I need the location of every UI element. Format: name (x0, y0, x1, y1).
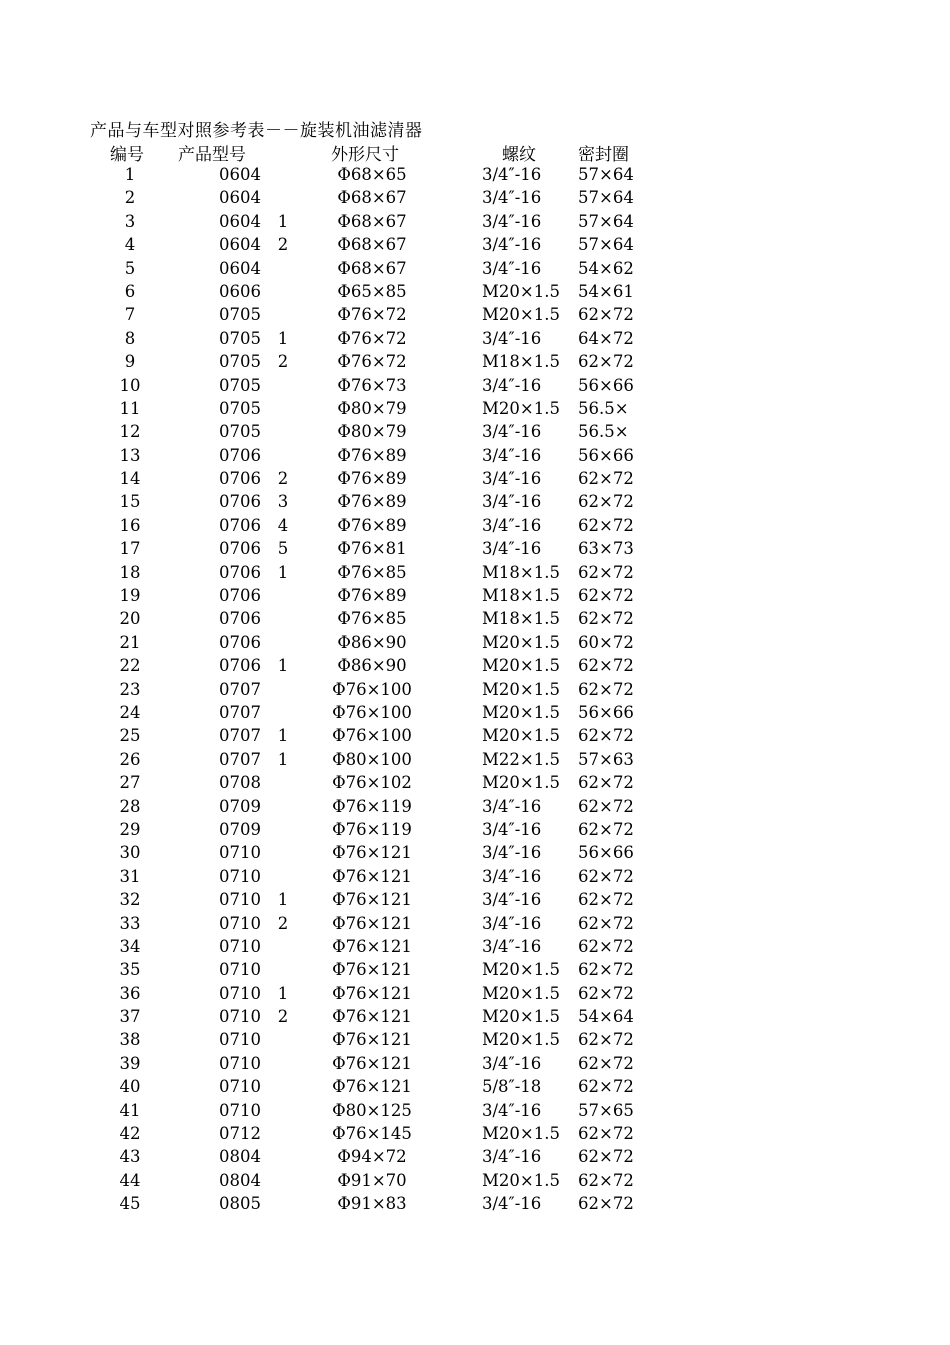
thread-spec: M20×1.5 (482, 305, 560, 325)
thread-spec: 3/4″-16 (482, 843, 542, 863)
table-row (0, 1076, 950, 1099)
row-number: 10 (119, 375, 141, 395)
product-model: 0706 (219, 445, 261, 465)
table-row (0, 445, 950, 468)
seal-ring: 62×72 (578, 515, 634, 535)
table-row (0, 655, 950, 678)
table-row (0, 375, 950, 398)
outer-dimensions: Φ76×121 (332, 843, 412, 863)
seal-ring: 62×72 (578, 773, 634, 793)
seal-ring: 57×65 (578, 1100, 634, 1120)
page-title: 产品与车型对照参考表－－旋装机油滤清器 (90, 121, 423, 141)
table-row (0, 679, 950, 702)
model-suffix: 4 (277, 515, 289, 535)
header-seal: 密封圈 (578, 145, 629, 165)
row-number: 29 (119, 819, 141, 839)
thread-spec: M20×1.5 (482, 656, 560, 676)
outer-dimensions: Φ76×72 (337, 352, 407, 372)
row-number: 35 (119, 960, 141, 980)
product-model: 0604 (219, 188, 261, 208)
product-model: 0706 (219, 586, 261, 606)
row-number: 24 (119, 702, 141, 722)
thread-spec: 3/4″-16 (482, 492, 542, 512)
thread-spec: M18×1.5 (482, 586, 560, 606)
row-number: 36 (119, 983, 141, 1003)
product-model: 0705 (219, 352, 261, 372)
product-model: 0706 (219, 539, 261, 559)
seal-ring: 54×64 (578, 1007, 634, 1027)
product-model: 0804 (219, 1170, 261, 1190)
thread-spec: M20×1.5 (482, 983, 560, 1003)
outer-dimensions: Φ76×121 (332, 960, 412, 980)
seal-ring: 56×66 (578, 375, 634, 395)
seal-ring: 62×72 (578, 1077, 634, 1097)
model-suffix: 1 (277, 983, 289, 1003)
row-number: 8 (124, 328, 136, 348)
product-model: 0706 (219, 656, 261, 676)
seal-ring: 56×66 (578, 843, 634, 863)
model-suffix: 1 (277, 890, 289, 910)
table-row (0, 1100, 950, 1123)
table-row (0, 702, 950, 725)
outer-dimensions: Φ76×72 (337, 328, 407, 348)
thread-spec: 3/4″-16 (482, 1194, 542, 1214)
seal-ring: 62×72 (578, 819, 634, 839)
product-model: 0710 (219, 1007, 261, 1027)
product-model: 0604 (219, 211, 261, 231)
outer-dimensions: Φ76×121 (332, 1053, 412, 1073)
outer-dimensions: Φ68×67 (337, 235, 407, 255)
seal-ring: 62×72 (578, 679, 634, 699)
row-number: 31 (119, 866, 141, 886)
seal-ring: 56.5× (578, 422, 629, 442)
thread-spec: 3/4″-16 (482, 375, 542, 395)
thread-spec: 3/4″-16 (482, 1100, 542, 1120)
product-model: 0705 (219, 398, 261, 418)
seal-ring: 62×72 (578, 656, 634, 676)
seal-ring: 57×64 (578, 211, 634, 231)
product-model: 0710 (219, 1100, 261, 1120)
outer-dimensions: Φ76×73 (337, 375, 407, 395)
table-row (0, 1053, 950, 1076)
outer-dimensions: Φ76×100 (332, 679, 412, 699)
model-suffix: 1 (277, 562, 289, 582)
header-model: 产品型号 (178, 145, 246, 165)
outer-dimensions: Φ76×121 (332, 890, 412, 910)
outer-dimensions: Φ80×79 (337, 398, 407, 418)
outer-dimensions: Φ76×121 (332, 936, 412, 956)
row-number: 5 (124, 258, 136, 278)
thread-spec: 3/4″-16 (482, 936, 542, 956)
outer-dimensions: Φ76×119 (332, 796, 412, 816)
outer-dimensions: Φ76×102 (332, 773, 412, 793)
seal-ring: 62×72 (578, 726, 634, 746)
thread-spec: 3/4″-16 (482, 1053, 542, 1073)
outer-dimensions: Φ76×85 (337, 562, 407, 582)
table-row (0, 866, 950, 889)
product-model: 0705 (219, 375, 261, 395)
model-suffix: 1 (277, 328, 289, 348)
row-number: 18 (119, 562, 141, 582)
thread-spec: 3/4″-16 (482, 1147, 542, 1167)
row-number: 28 (119, 796, 141, 816)
row-number: 20 (119, 609, 141, 629)
seal-ring: 62×72 (578, 936, 634, 956)
outer-dimensions: Φ68×67 (337, 258, 407, 278)
outer-dimensions: Φ76×89 (337, 586, 407, 606)
product-model: 0707 (219, 726, 261, 746)
thread-spec: M20×1.5 (482, 726, 560, 746)
outer-dimensions: Φ76×89 (337, 492, 407, 512)
thread-spec: 3/4″-16 (482, 890, 542, 910)
seal-ring: 62×72 (578, 492, 634, 512)
outer-dimensions: Φ80×100 (332, 749, 412, 769)
outer-dimensions: Φ76×119 (332, 819, 412, 839)
table-row (0, 608, 950, 631)
thread-spec: M20×1.5 (482, 773, 560, 793)
seal-ring: 62×72 (578, 1053, 634, 1073)
outer-dimensions: Φ76×89 (337, 469, 407, 489)
table-row (0, 725, 950, 748)
product-model: 0710 (219, 960, 261, 980)
row-number: 30 (119, 843, 141, 863)
thread-spec: M20×1.5 (482, 1170, 560, 1190)
seal-ring: 62×72 (578, 609, 634, 629)
model-suffix: 2 (277, 1007, 289, 1027)
table-row (0, 1193, 950, 1216)
table-row (0, 421, 950, 444)
row-number: 2 (124, 188, 136, 208)
model-suffix: 5 (277, 539, 289, 559)
product-model: 0604 (219, 235, 261, 255)
table-row (0, 1029, 950, 1052)
row-number: 25 (119, 726, 141, 746)
table-row (0, 585, 950, 608)
product-model: 0705 (219, 328, 261, 348)
product-model: 0707 (219, 749, 261, 769)
model-suffix: 2 (277, 235, 289, 255)
seal-ring: 57×63 (578, 749, 634, 769)
seal-ring: 54×62 (578, 258, 634, 278)
seal-ring: 57×64 (578, 165, 634, 184)
product-model: 0708 (219, 773, 261, 793)
row-number: 21 (119, 632, 141, 652)
outer-dimensions: Φ91×83 (337, 1194, 407, 1214)
row-number: 3 (124, 211, 136, 231)
seal-ring: 62×72 (578, 796, 634, 816)
outer-dimensions: Φ68×67 (337, 188, 407, 208)
outer-dimensions: Φ80×79 (337, 422, 407, 442)
thread-spec: 3/4″-16 (482, 211, 542, 231)
header-dimensions: 外形尺寸 (331, 145, 399, 165)
seal-ring: 62×72 (578, 469, 634, 489)
table-row (0, 1170, 950, 1193)
thread-spec: M22×1.5 (482, 749, 560, 769)
product-model: 0804 (219, 1147, 261, 1167)
product-model: 0712 (219, 1124, 261, 1144)
outer-dimensions: Φ76×145 (332, 1124, 412, 1144)
outer-dimensions: Φ86×90 (337, 656, 407, 676)
outer-dimensions: Φ94×72 (337, 1147, 407, 1167)
product-model: 0710 (219, 1077, 261, 1097)
outer-dimensions: Φ76×85 (337, 609, 407, 629)
row-number: 45 (119, 1194, 141, 1214)
table-row (0, 515, 950, 538)
outer-dimensions: Φ76×100 (332, 726, 412, 746)
thread-spec: 3/4″-16 (482, 165, 542, 184)
thread-spec: 3/4″-16 (482, 469, 542, 489)
thread-spec: 3/4″-16 (482, 866, 542, 886)
table-row (0, 913, 950, 936)
seal-ring: 63×73 (578, 539, 634, 559)
product-model: 0805 (219, 1194, 261, 1214)
table-row (0, 211, 950, 234)
table-row (0, 258, 950, 281)
seal-ring: 62×72 (578, 890, 634, 910)
row-number: 44 (119, 1170, 141, 1190)
table-row (0, 187, 950, 210)
seal-ring: 62×72 (578, 913, 634, 933)
product-model: 0706 (219, 515, 261, 535)
outer-dimensions: Φ68×65 (337, 165, 407, 184)
outer-dimensions: Φ76×81 (337, 539, 407, 559)
thread-spec: M20×1.5 (482, 1030, 560, 1050)
row-number: 1 (124, 165, 136, 184)
table-row (0, 1123, 950, 1146)
model-suffix: 2 (277, 352, 289, 372)
model-suffix: 1 (277, 211, 289, 231)
row-number: 40 (119, 1077, 141, 1097)
thread-spec: 3/4″-16 (482, 235, 542, 255)
product-model: 0706 (219, 632, 261, 652)
row-number: 43 (119, 1147, 141, 1167)
row-number: 22 (119, 656, 141, 676)
model-suffix: 1 (277, 749, 289, 769)
row-number: 37 (119, 1007, 141, 1027)
seal-ring: 62×72 (578, 866, 634, 886)
row-number: 7 (124, 305, 136, 325)
outer-dimensions: Φ76×121 (332, 1030, 412, 1050)
seal-ring: 56×66 (578, 702, 634, 722)
product-model: 0606 (219, 281, 261, 301)
table-row (0, 281, 950, 304)
thread-spec: 3/4″-16 (482, 796, 542, 816)
seal-ring: 60×72 (578, 632, 634, 652)
outer-dimensions: Φ76×72 (337, 305, 407, 325)
thread-spec: 3/4″-16 (482, 258, 542, 278)
seal-ring: 56.5× (578, 398, 629, 418)
thread-spec: 3/4″-16 (482, 445, 542, 465)
seal-ring: 62×72 (578, 352, 634, 372)
thread-spec: M20×1.5 (482, 960, 560, 980)
product-model: 0707 (219, 702, 261, 722)
table-row (0, 398, 950, 421)
seal-ring: 62×72 (578, 960, 634, 980)
table-row (0, 959, 950, 982)
row-number: 11 (119, 398, 141, 418)
thread-spec: M20×1.5 (482, 398, 560, 418)
seal-ring: 62×72 (578, 1030, 634, 1050)
seal-ring: 62×72 (578, 1194, 634, 1214)
product-model: 0710 (219, 983, 261, 1003)
row-number: 33 (119, 913, 141, 933)
table-row (0, 234, 950, 257)
row-number: 6 (124, 281, 136, 301)
outer-dimensions: Φ76×100 (332, 702, 412, 722)
seal-ring: 62×72 (578, 305, 634, 325)
outer-dimensions: Φ76×121 (332, 983, 412, 1003)
seal-ring: 62×72 (578, 562, 634, 582)
thread-spec: 3/4″-16 (482, 913, 542, 933)
product-model: 0710 (219, 913, 261, 933)
product-model: 0604 (219, 258, 261, 278)
outer-dimensions: Φ76×89 (337, 515, 407, 535)
thread-spec: 3/4″-16 (482, 328, 542, 348)
product-model: 0705 (219, 422, 261, 442)
row-number: 39 (119, 1053, 141, 1073)
seal-ring: 57×64 (578, 235, 634, 255)
thread-spec: M20×1.5 (482, 1124, 560, 1144)
outer-dimensions: Φ76×121 (332, 913, 412, 933)
model-suffix: 2 (277, 469, 289, 489)
thread-spec: M18×1.5 (482, 352, 560, 372)
row-number: 16 (119, 515, 141, 535)
row-number: 14 (119, 469, 141, 489)
table-row (0, 538, 950, 561)
thread-spec: 3/4″-16 (482, 515, 542, 535)
table-row (0, 819, 950, 842)
outer-dimensions: Φ76×121 (332, 1077, 412, 1097)
outer-dimensions: Φ68×67 (337, 211, 407, 231)
table-row (0, 164, 950, 187)
table-row (0, 936, 950, 959)
table-row (0, 632, 950, 655)
product-model: 0707 (219, 679, 261, 699)
thread-spec: 5/8″-18 (482, 1077, 542, 1097)
table-row (0, 889, 950, 912)
row-number: 9 (124, 352, 136, 372)
row-number: 23 (119, 679, 141, 699)
thread-spec: M20×1.5 (482, 281, 560, 301)
row-number: 34 (119, 936, 141, 956)
outer-dimensions: Φ76×121 (332, 1007, 412, 1027)
outer-dimensions: Φ80×125 (332, 1100, 412, 1120)
seal-ring: 57×64 (578, 188, 634, 208)
seal-ring: 56×66 (578, 445, 634, 465)
row-number: 32 (119, 890, 141, 910)
row-number: 19 (119, 586, 141, 606)
outer-dimensions: Φ65×85 (337, 281, 407, 301)
model-suffix: 1 (277, 656, 289, 676)
model-suffix: 3 (277, 492, 289, 512)
product-model: 0710 (219, 1030, 261, 1050)
table-row (0, 304, 950, 327)
seal-ring: 54×61 (578, 281, 634, 301)
product-model: 0710 (219, 936, 261, 956)
seal-ring: 64×72 (578, 328, 634, 348)
product-model: 0705 (219, 305, 261, 325)
thread-spec: M20×1.5 (482, 632, 560, 652)
product-model: 0709 (219, 819, 261, 839)
product-model: 0706 (219, 609, 261, 629)
table-row (0, 468, 950, 491)
table-row (0, 1146, 950, 1169)
outer-dimensions: Φ86×90 (337, 632, 407, 652)
row-number: 4 (124, 235, 136, 255)
seal-ring: 62×72 (578, 1170, 634, 1190)
table-row (0, 983, 950, 1006)
product-model: 0710 (219, 866, 261, 886)
thread-spec: M18×1.5 (482, 609, 560, 629)
thread-spec: 3/4″-16 (482, 188, 542, 208)
product-model: 0709 (219, 796, 261, 816)
row-number: 26 (119, 749, 141, 769)
seal-ring: 62×72 (578, 586, 634, 606)
table-row (0, 1006, 950, 1029)
row-number: 27 (119, 773, 141, 793)
product-model: 0710 (219, 1053, 261, 1073)
seal-ring: 62×72 (578, 1124, 634, 1144)
row-number: 41 (119, 1100, 141, 1120)
table-row (0, 562, 950, 585)
header-thread: 螺纹 (502, 145, 536, 165)
thread-spec: M20×1.5 (482, 1007, 560, 1027)
row-number: 15 (119, 492, 141, 512)
thread-spec: M20×1.5 (482, 679, 560, 699)
product-model: 0710 (219, 843, 261, 863)
product-model: 0710 (219, 890, 261, 910)
model-suffix: 1 (277, 726, 289, 746)
seal-ring: 62×72 (578, 983, 634, 1003)
row-number: 42 (119, 1124, 141, 1144)
seal-ring: 62×72 (578, 1147, 634, 1167)
thread-spec: 3/4″-16 (482, 422, 542, 442)
product-model: 0706 (219, 562, 261, 582)
product-model: 0706 (219, 469, 261, 489)
product-model: 0604 (219, 165, 261, 184)
table-body (0, 164, 950, 1217)
header-no: 编号 (110, 145, 144, 165)
table-row (0, 491, 950, 514)
row-number: 12 (119, 422, 141, 442)
thread-spec: 3/4″-16 (482, 819, 542, 839)
table-row (0, 351, 950, 374)
row-number: 17 (119, 539, 141, 559)
table-row (0, 328, 950, 351)
row-number: 38 (119, 1030, 141, 1050)
table-row (0, 772, 950, 795)
thread-spec: M18×1.5 (482, 562, 560, 582)
product-model: 0706 (219, 492, 261, 512)
thread-spec: 3/4″-16 (482, 539, 542, 559)
table-row (0, 749, 950, 772)
thread-spec: M20×1.5 (482, 702, 560, 722)
row-number: 13 (119, 445, 141, 465)
table-row (0, 842, 950, 865)
outer-dimensions: Φ76×121 (332, 866, 412, 886)
outer-dimensions: Φ76×89 (337, 445, 407, 465)
outer-dimensions: Φ91×70 (337, 1170, 407, 1190)
table-header (0, 140, 950, 163)
table-row (0, 796, 950, 819)
model-suffix: 2 (277, 913, 289, 933)
